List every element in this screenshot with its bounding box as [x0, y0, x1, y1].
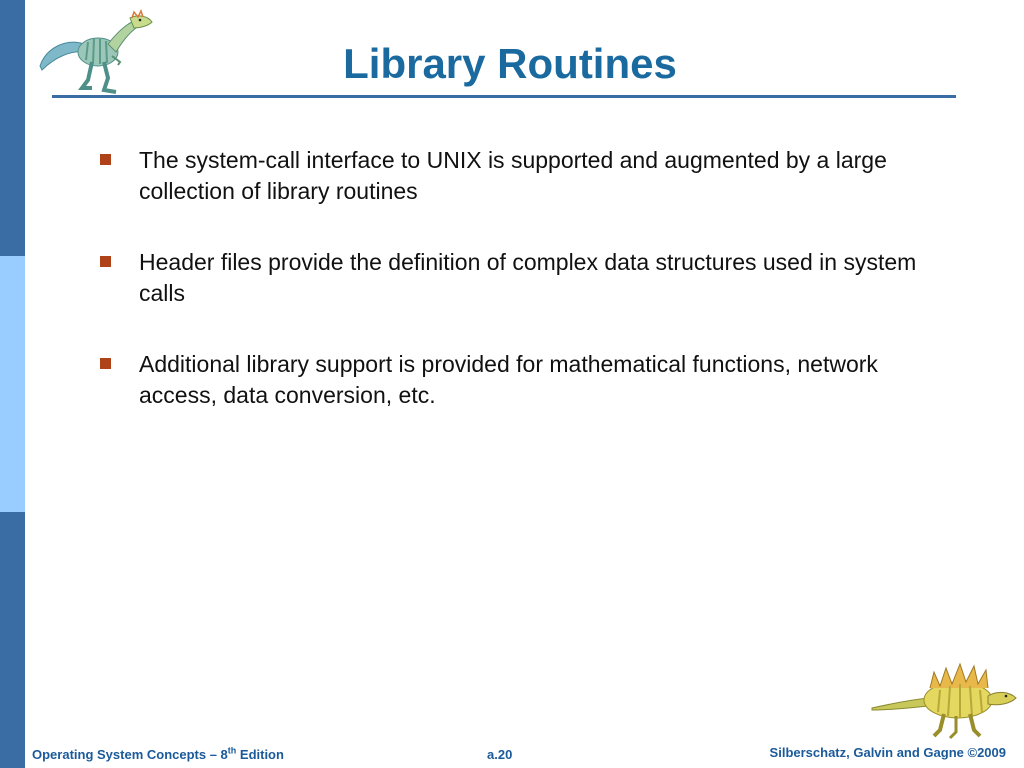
- square-bullet-icon: [100, 256, 111, 267]
- footer-book-title: [32, 747, 284, 762]
- list-item: [100, 247, 940, 309]
- square-bullet-icon: [100, 358, 111, 369]
- title-divider: [52, 95, 956, 98]
- footer-book-sup: th: [227, 745, 237, 756]
- bullet-text: Header files provide the definition of complex data structures used in system calls: [139, 249, 917, 306]
- bullet-text: Additional library support is provided for mathematical functions, network access, data conversion, etc.: [139, 351, 878, 408]
- footer-book-prefix: Operating System Concepts – 8: [32, 747, 228, 762]
- copyright-notice: Silberschatz, Galvin and Gagne ©2009: [769, 745, 1006, 760]
- list-item: [100, 349, 940, 411]
- list-item: [100, 145, 940, 207]
- square-bullet-icon: [100, 154, 111, 165]
- page-title: Library Routines: [343, 40, 677, 87]
- sidebar-highlight: [0, 256, 25, 512]
- page-number: a.20: [487, 747, 513, 762]
- footer-book-suffix: Edition: [236, 747, 284, 762]
- bullet-list: [100, 145, 940, 451]
- dinosaur-icon: [870, 660, 1020, 740]
- dinosaur-icon: [36, 8, 156, 96]
- bullet-text: The system-call interface to UNIX is supported and augmented by a large collection of library routines: [139, 147, 887, 204]
